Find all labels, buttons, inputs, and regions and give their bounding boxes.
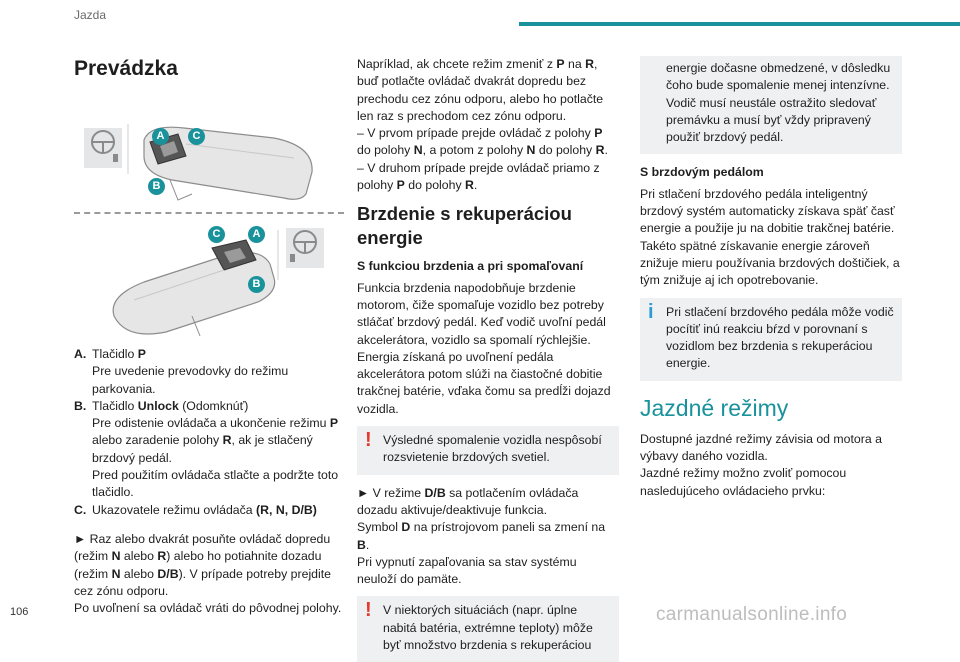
running-header: Jazda	[74, 8, 107, 22]
section-heading: Brzdenie s rekuperáciou energie	[357, 203, 572, 249]
paragraph: Napríklad, ak chcete režim zmeniť z P na R, buď potlačte ovládač dvakrát dopredu bez prechodu cez zónu odporu, alebo ho potlačte len raz s prechodom cez zónu odporu.	[357, 57, 604, 123]
header-accent-bar	[519, 22, 960, 26]
callout-badge-c: C	[208, 226, 225, 243]
warning-icon: !	[365, 429, 372, 452]
watermark: carmanualsonline.info	[656, 604, 848, 625]
callout-badge-a: A	[152, 128, 169, 145]
warning-box-continued: energie dočasne obmedzené, v dôsledku čoho bude spomalenie menej intenzívne. Vodič musí neustále ostražito sledovať premávku a musí byť vždy pripravený použiť brzdový pedál.	[640, 56, 902, 154]
paragraph: ► V režime D/B sa potlačením ovládača dozadu aktivuje/deaktivuje funkcia. Symbol D na prístrojovom paneli sa zmení na B. Pri vypnutí zapaľovania sa stav systému neuloží do pamäte.	[357, 485, 606, 587]
paragraph: Pri stlačení brzdového pedála inteligentný brzdový systém automaticky získava späť časť energie a použije ju na dobitie trakčnej batérie. Takéto spätné získavanie energie zároveň znižuje mieru používania brzdových doštičiek, a tým znižuje aj ich opotrebovanie.	[640, 186, 900, 288]
callout-badge-c: C	[188, 128, 205, 145]
instruction-paragraph: ► Raz alebo dvakrát posuňte ovládač dopredu (režim N alebo R) alebo ho potiahnite dozadu (režim N alebo D/B). V prípade potreby prejdite cez zónu odporu. Po uvoľnení sa ovládač vráti do pôvodnej polohy.	[74, 531, 342, 616]
gear-selector-illustration-bottom	[74, 220, 344, 336]
column-1	[74, 56, 344, 625]
legend-item-c: C. Ukazovatele režimu ovládača (R, N, D/B)	[74, 502, 317, 517]
callout-badge-a: A	[248, 226, 265, 243]
figure-divider	[74, 212, 344, 214]
gear-selector-illustration-top	[74, 94, 344, 204]
paragraph: – V druhom prípade prejde ovládač priamo z polohy P do polohy R.	[357, 160, 600, 193]
subsection-heading: S brzdovým pedálom	[640, 165, 764, 180]
callout-badge-b: B	[248, 276, 265, 293]
column-3	[640, 56, 902, 508]
figure-legend	[74, 346, 344, 519]
callout-badge-b: B	[148, 178, 165, 195]
warning-box: ! Výsledné spomalenie vozidla nespôsobí rozsvietenie brzdových svetiel.	[357, 426, 619, 475]
info-icon: i	[648, 300, 654, 323]
paragraph: Funkcia brzdenia napodobňuje brzdenie motorom, čiže spomaľuje vozidlo bez potreby stláčať brzdový pedál. Keď vodič uvoľní pedál akcelerátora, vozidlo sa spomalí rýchlejšie. Energia získaná po uvoľnení pedála akcelerátora potom slúži na čiastočné dobitie trakčnej batérie, vďaka čomu sa predĺži dojazd vozidla.	[357, 280, 611, 416]
section-title: Prevádzka	[74, 57, 178, 80]
paragraph: – V prvom prípade prejde ovládač z polohy P do polohy N, a potom z polohy N do polohy R.	[357, 126, 608, 158]
legend-item-b: B. Tlačidlo Unlock (Odomknúť) Pre odistenie ovládača a ukončenie režimu P alebo zaradenie polohy R, ak je stlačený brzdový pedál. Pred použitím ovládača stlačte a podržte toto tlačidlo.	[74, 398, 339, 500]
paragraph: Jazdné režimy možno zvoliť pomocou nasledujúceho ovládacieho prvku:	[640, 466, 847, 498]
legend-item-a: A. Tlačidlo P Pre uvedenie prevodovky do režimu parkovania.	[74, 347, 289, 396]
column-2	[357, 56, 619, 662]
section-heading: Jazdné režimy	[640, 394, 789, 421]
info-box: i Pri stlačení brzdového pedála môže vodič pocítiť inú reakciu bŕzd v porovnaní s vozidlom bez brzdenia s rekuperáciou energie.	[640, 298, 902, 381]
warning-icon: !	[365, 599, 372, 622]
page-number: 106	[10, 606, 29, 618]
paragraph: Dostupné jazdné režimy závisia od motora a výbavy daného vozidla.	[640, 431, 882, 464]
warning-box: ! V niektorých situáciách (napr. úplne nabitá batéria, extrémne teploty) môže byť množstvo brzdenia s rekuperáciou	[357, 596, 619, 662]
subsection-heading: S funkciou brzdenia a pri spomaľovaní	[357, 259, 584, 274]
